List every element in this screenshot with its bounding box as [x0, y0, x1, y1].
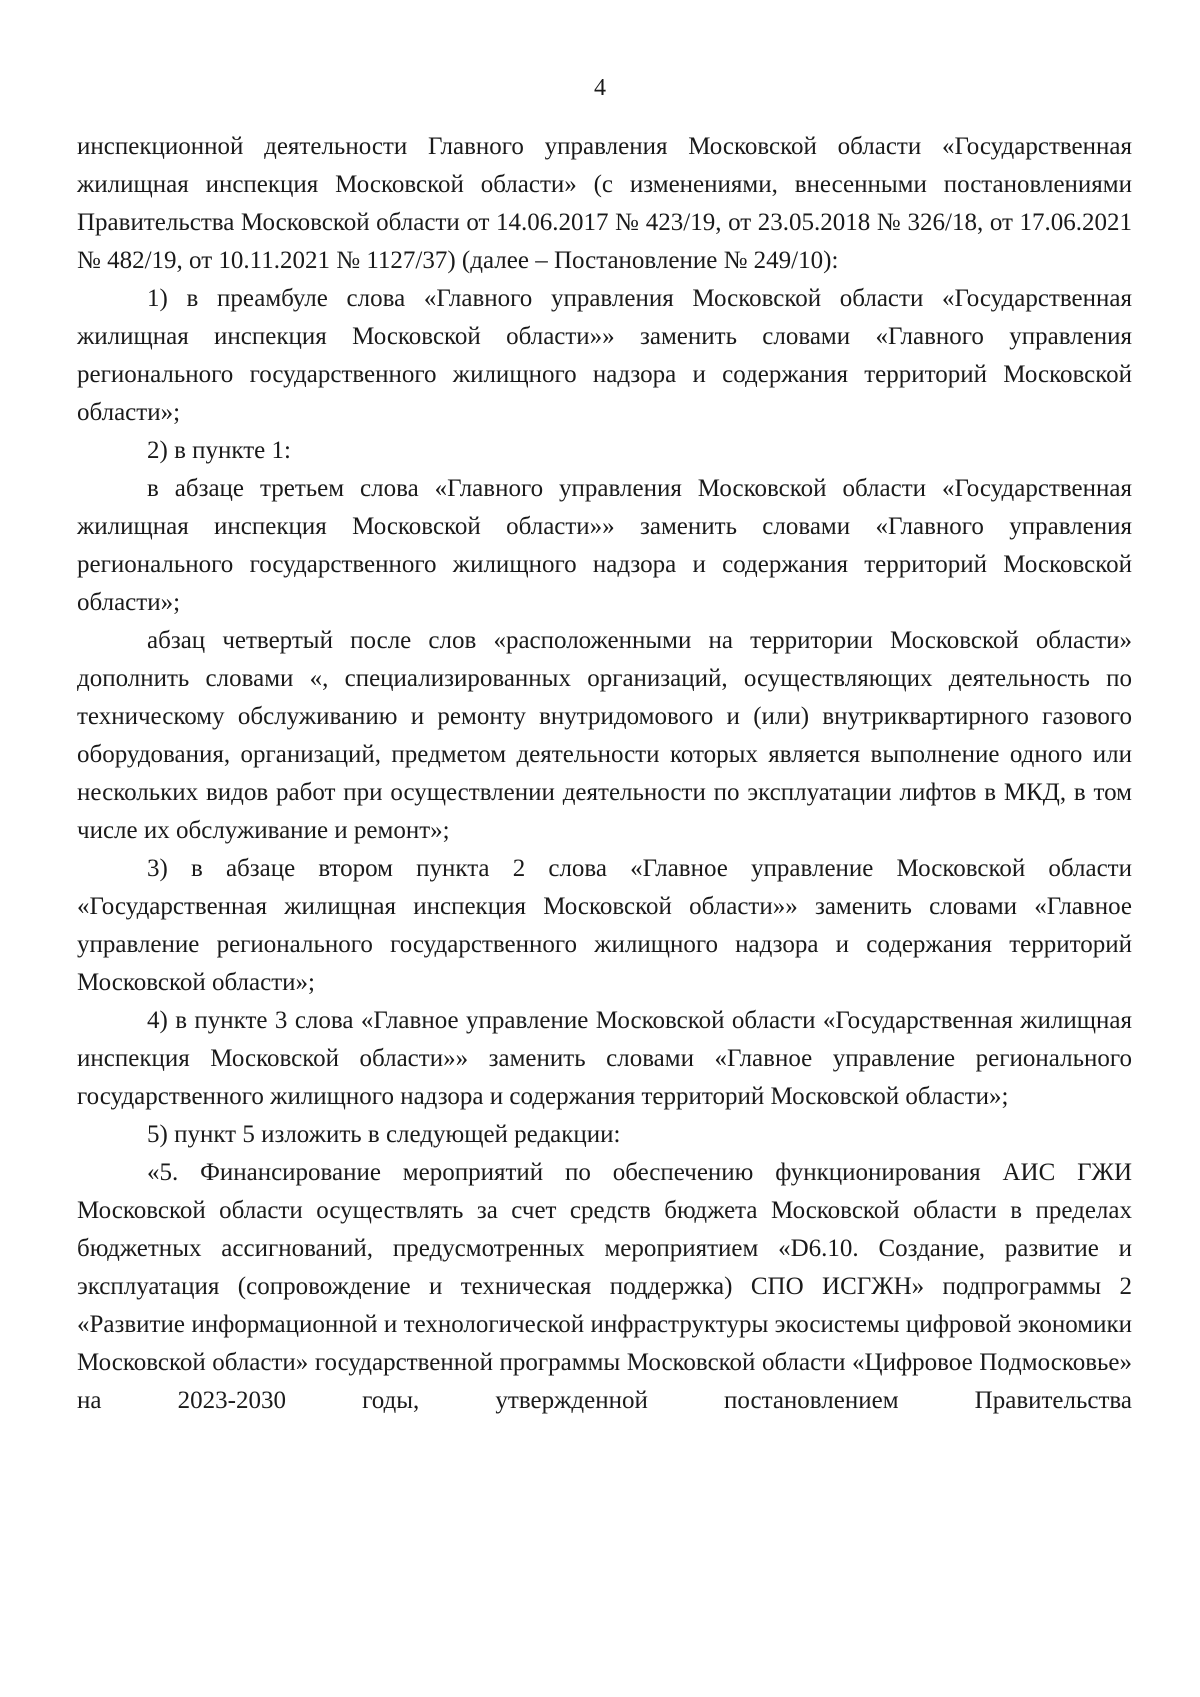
document-body — [77, 128, 1132, 1420]
paragraph-item-2-abzac-3: в абзаце третьем слова «Главного управления Московской области «Государственная жилищная инспекция Московской области»» заменить словами «Главного управления регионального государственного жилищного надзора и содержания территорий Московской области»; — [77, 475, 1132, 616]
paragraph-item-5-header: 5) пункт 5 изложить в следующей редакции: — [147, 1121, 621, 1148]
paragraph-item-1-preamble: 1) в преамбуле слова «Главного управления Московской области «Государственная жилищная инспекция Московской области»» заменить словами «Главного управления регионального государственного жилищного надзора и содержания территорий Московской области»; — [77, 285, 1132, 426]
paragraph-item-4: 4) в пункте 3 слова «Главное управление Московской области «Государственная жилищная инспекция Московской области»» заменить словами «Главное управление регионального государственного жилищного надзора и содержания территорий Московской области»; — [77, 1007, 1132, 1110]
paragraph-item-3: 3) в абзаце втором пункта 2 слова «Главное управление Московской области «Государственная жилищная инспекция Московской области»» заменить словами «Главное управление регионального государственного жилищного надзора и содержания территорий Московской области»; — [77, 855, 1132, 996]
page-number: 4 — [594, 75, 606, 101]
paragraph-item-2-header: 2) в пункте 1: — [147, 437, 291, 464]
paragraph-item-2-abzac-4: абзац четвертый после слов «расположенными на территории Московской области» дополнить словами «, специализированных организаций, осуществляющих деятельность по техническому обслуживанию и ремонту внутридомового и (или) внутриквартирного газового оборудования, организаций, предметом деятельности которых является выполнение одного или нескольких видов работ при осуществлении деятельности по эксплуатации лифтов в МКД, в том числе их обслуживание и ремонт»; — [77, 627, 1132, 844]
paragraph-item-5-text: «5. Финансирование мероприятий по обеспечению функционирования АИС ГЖИ Московской области осуществлять за счет средств бюджета Московской области в пределах бюджетных ассигнований, предусмотренных мероприятием «D6.10. Создание, развитие и эксплуатация (сопровождение и техническая поддержка) СПО ИСГЖН» подпрограммы 2 «Развитие информационной и технологической инфраструктуры экосистемы цифровой экономики Московской области» государственной программы Московской области «Цифровое Подмосковье» на 2023-2030 годы, утвержденной постановлением Правительства — [77, 1159, 1132, 1414]
paragraph-intro-continuation: инспекционной деятельности Главного управления Московской области «Государственная жилищная инспекция Московской области» (с изменениями, внесенными постановлениями Правительства Московской области от 14.06.2017 № 423/19, от 23.05.2018 № 326/18, от 17.06.2021 № 482/19, от 10.11.2021 № 1127/37) (далее – Постановление № 249/10): — [77, 133, 1132, 274]
